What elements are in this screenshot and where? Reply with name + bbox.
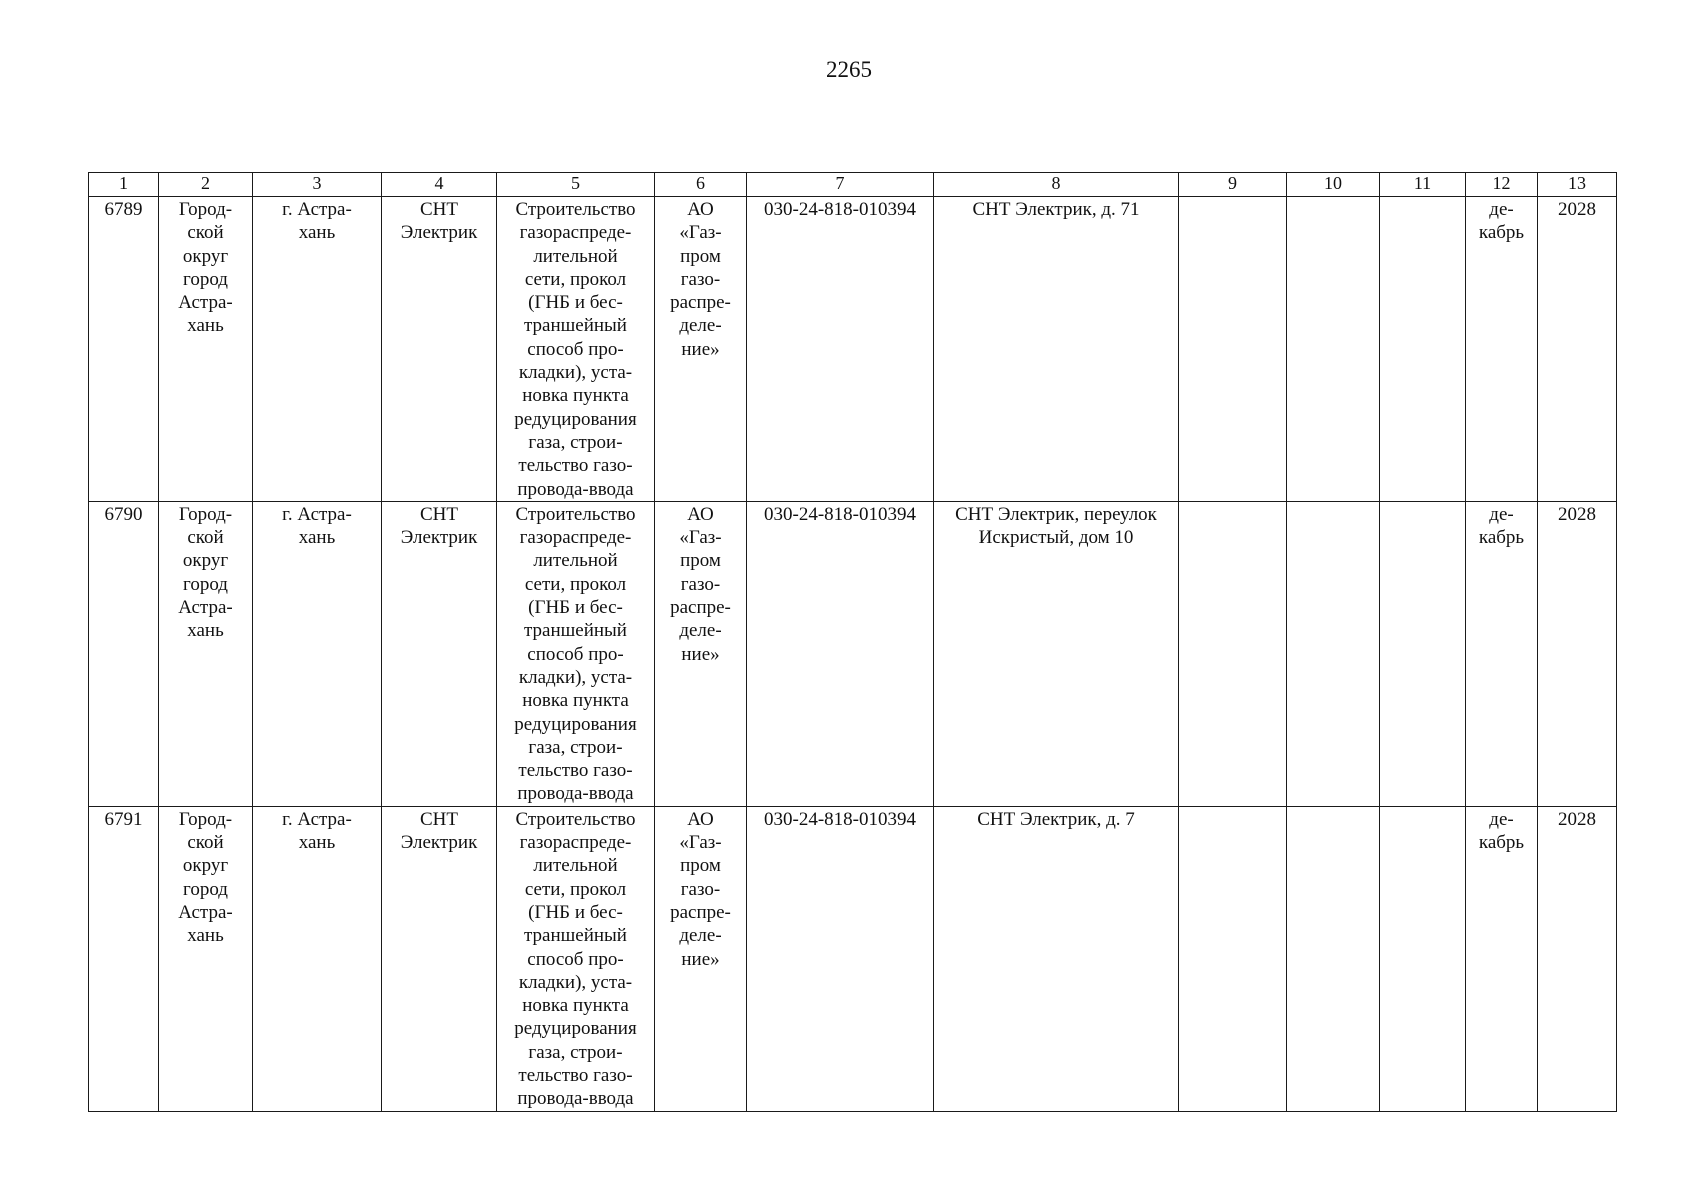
settlement-cell [253,806,382,1111]
month-cell [1466,806,1538,1111]
column-number-cell: 10 [1287,173,1380,197]
address-cell [934,501,1179,806]
data-table [88,172,1617,1112]
municipality-cell [159,806,253,1111]
page-number: 2265 [826,57,872,82]
empty-cell [1380,197,1466,502]
code-cell [747,501,934,806]
year: 2028 [1558,808,1596,830]
municipality: Город- ской округ город Астра- хань [178,808,233,947]
year-cell [1538,806,1617,1111]
month: де- кабрь [1478,503,1525,549]
operator-cell [655,806,747,1111]
empty-cell [1179,806,1287,1111]
empty-cell [1380,806,1466,1111]
column-number-cell: 2 [159,173,253,197]
empty-cell [1287,501,1380,806]
column-number-cell: 7 [747,173,934,197]
municipality: Город- ской округ город Астра- хань [178,199,233,337]
month: де- кабрь [1478,808,1525,854]
operator: АО «Газ- пром газо- распре- деле- ние» [670,503,731,665]
territory-cell [382,501,497,806]
column-number-cell: 8 [934,173,1179,197]
month: де- кабрь [1478,199,1525,244]
works-description: Строительство газораспреде- лительной сети, прокол (ГНБ и бес- траншейный способ про- кладки), уста- новка пункта редуцирования газа, строи- тельство газо- провода-ввода [514,503,637,805]
address: СНТ Электрик, переулок Искристый, дом 10 [955,503,1157,549]
works-description: Строительство газораспреде- лительной сети, прокол (ГНБ и бес- траншейный способ про- кладки), уста- новка пункта редуцирования газа, строи- тельство газо- провода-ввода [514,808,637,1110]
settlement: г. Астра- хань [282,199,352,244]
address-cell [934,197,1179,502]
municipality: Город- ской округ город Астра- хань [178,503,233,642]
territory-cell [382,806,497,1111]
code-cell [747,806,934,1111]
column-number-cell: 1 [89,173,159,197]
table-row [89,197,1617,502]
row-number-cell [89,197,159,502]
settlement-cell [253,197,382,502]
object-code: 030-24-818-010394 [764,808,916,830]
object-code: 030-24-818-010394 [764,503,916,525]
territory: СНТ Электрик [400,199,478,244]
object-code: 030-24-818-010394 [764,199,916,220]
code-cell [747,197,934,502]
territory: СНТ Электрик [400,503,478,549]
column-number-cell: 4 [382,173,497,197]
address-cell [934,806,1179,1111]
row-number: 6789 [104,199,143,220]
empty-cell [1380,501,1466,806]
address: СНТ Электрик, д. 71 [972,199,1140,220]
operator-cell [655,501,747,806]
column-number-cell: 13 [1538,173,1617,197]
year: 2028 [1558,503,1596,525]
settlement: г. Астра- хань [282,808,352,854]
column-number-cell: 11 [1380,173,1466,197]
settlement: г. Астра- хань [282,503,352,549]
operator-cell [655,197,747,502]
column-number-row [89,173,1617,197]
operator: АО «Газ- пром газо- распре- деле- ние» [670,199,731,360]
territory: СНТ Электрик [400,808,478,854]
operator: АО «Газ- пром газо- распре- деле- ние» [670,808,731,970]
municipality-cell [159,197,253,502]
row-number: 6791 [104,808,143,830]
column-number-cell: 5 [497,173,655,197]
works-cell [497,501,655,806]
row-number: 6790 [104,503,143,525]
table-row [89,501,1617,806]
column-number-cell: 12 [1466,173,1538,197]
works-description: Строительство газораспреде- лительной сети, прокол (ГНБ и бес- траншейный способ про- кладки), уста- новка пункта редуцирования газа, строи- тельство газо- провода-ввода [514,199,637,500]
works-cell [497,197,655,502]
table-row [89,806,1617,1111]
month-cell [1466,501,1538,806]
empty-cell [1287,197,1380,502]
column-number-cell: 9 [1179,173,1287,197]
empty-cell [1179,501,1287,806]
municipality-cell [159,501,253,806]
row-number-cell [89,501,159,806]
column-number-cell: 3 [253,173,382,197]
month-cell [1466,197,1538,502]
empty-cell [1179,197,1287,502]
column-number-cell: 6 [655,173,747,197]
address: СНТ Электрик, д. 7 [977,808,1135,830]
works-cell [497,806,655,1111]
year-cell [1538,197,1617,502]
row-number-cell [89,806,159,1111]
empty-cell [1287,806,1380,1111]
settlement-cell [253,501,382,806]
territory-cell [382,197,497,502]
year: 2028 [1558,199,1596,220]
year-cell [1538,501,1617,806]
